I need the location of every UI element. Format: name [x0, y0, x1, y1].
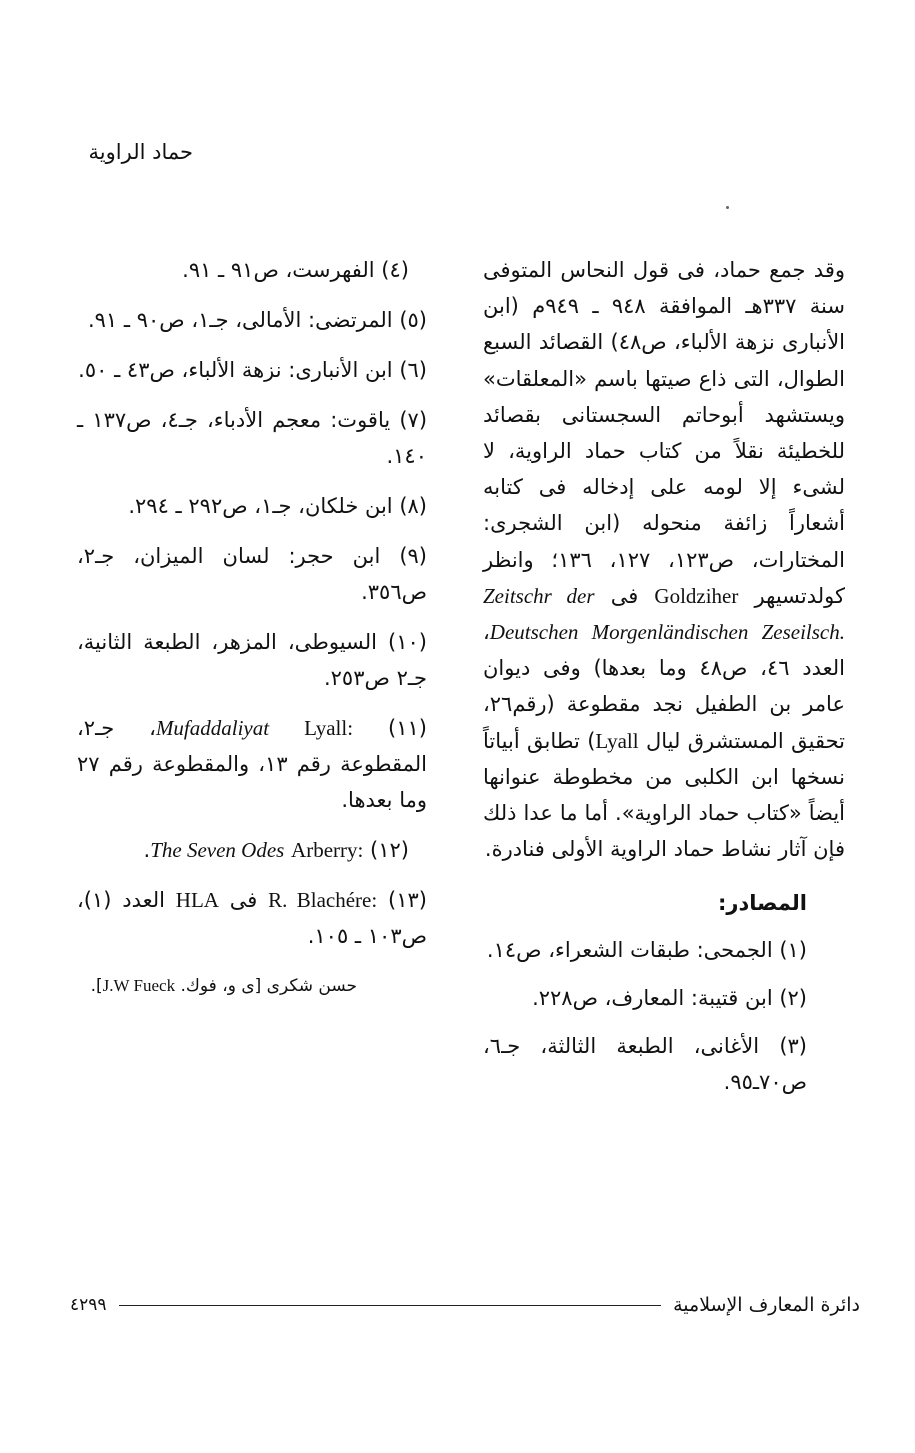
reference-13-prep: فى [229, 888, 258, 912]
source-item-2: (٢) ابن قتيبة: المعارف، ص٢٢٨. [532, 985, 807, 1010]
reference-13-author: R. Blachére: [268, 888, 378, 912]
reference-11-title [156, 716, 269, 740]
reference-11-title-text: Mufaddaliyat [155, 716, 270, 740]
reference-13-number: (١٣) [388, 888, 427, 912]
author-close: ]. [90, 976, 103, 996]
source-item-1: (١) الجمحى: طبقات الشعراء، ص١٤. [486, 937, 807, 962]
right-column [483, 252, 845, 1112]
running-head: حماد الراوية [88, 140, 193, 164]
reference-12-title-text: The Seven Odes [150, 838, 285, 862]
reference-11-author: Lyall: [304, 716, 354, 740]
footer-rule [119, 1305, 662, 1306]
left-column [77, 252, 427, 1004]
publication-title: دائرة المعارف الإسلامية [673, 1294, 860, 1316]
page-number: ٤٢٩٩ [70, 1295, 107, 1315]
reference-11 [77, 710, 427, 818]
page-footer [70, 1290, 860, 1320]
reference-4: (٤) الفهرست، ص٩١ ـ ٩١. [182, 258, 409, 282]
body-text-end: ) تطابق أبياتاً نسخها ابن الكلبى من مخطوطة عنوانها أيضاً «كتاب حماد الراوية». أما ما عدا ذلك فإن آثار نشاط حماد الراوية الأولى فنادرة. [483, 728, 845, 862]
reference-6: (٦) ابن الأنبارى: نزهة الألباء، ص٤٣ ـ ٥٠. [78, 358, 427, 382]
reference-12-number: (١٢) [370, 838, 409, 862]
author-latin: J.W Fueck [102, 976, 176, 995]
reference-10: (١٠) السيوطى، المزهر، الطبعة الثانية، جـ٢ ص٢٥٣. [77, 630, 427, 690]
goldziher-name: Goldziher [654, 583, 739, 608]
reference-13-rest: العدد (١)، ص١٠٣ ـ ١٠٥. [77, 888, 427, 948]
sources-heading: المصادر: [717, 891, 807, 916]
reference-7: (٧) ياقوت: معجم الأدباء، جـ٤، ص١٣٧ ـ ١٤٠. [77, 408, 428, 468]
reference-5: (٥) المرتضى: الأمالى، جـ١، ص٩٠ ـ ٩١. [87, 308, 427, 332]
body-text: وقد جمع حماد، فى قول النحاس المتوفى سنة ٣٣٧هـ الموافقة ٩٤٨ ـ ٩٤٩م (ابن الأنبارى نزهة الألباء، ص٤٨) القصائد السبع الطوال، التى ذاع صيتها باسم «المعلقات» ويستشهد أبوحاتم السجستانى بقصائد للخطيئة نقلاً من كتاب حماد الراوية، لا لشىء إلا لومه على إدخاله فى كتابه أشعاراً زائفة منحوله (ابن الشجرى: المختارات، ص١٢٣، ١٢٧، ١٣٦؛ وانظر كولدتسيهر [483, 258, 846, 608]
reference-12-author: Arberry: [291, 838, 364, 862]
scan-speck [726, 206, 729, 209]
reference-11-number: (١١) [388, 716, 427, 740]
article-author [77, 968, 427, 1004]
reference-11-rest: ، جـ٢، المقطوعة رقم ١٣، والمقطوعة رقم ٢٧ وما بعدها. [77, 716, 427, 812]
reference-8: (٨) ابن خلكان، جـ١، ص٢٩٢ ـ ٢٩٤. [128, 494, 427, 518]
reference-12: (١٢) Arberry: The Seven Odes. [143, 838, 409, 862]
journal-title-text: Zeitschr der Deutschen Morgenländischen Zeseilsch. [483, 583, 845, 645]
lyall-name: Lyall [595, 728, 639, 753]
source-item-3: (٣) الأغانى، الطبعة الثالثة، جـ٦، ص٧٠ـ٩٥. [483, 1034, 807, 1095]
reference-12-title [150, 838, 284, 862]
body-paragraph: وقد جمع حماد، فى قول النحاس المتوفى سنة ٣٣٧هـ الموافقة ٩٤٨ ـ ٩٤٩م (ابن الأنبارى نزهة الألباء، ص٤٨) القصائد السبع الطوال، التى ذاع صيتها باسم «المعلقات» ويستشهد أبوحاتم السجستانى بقصائد للخطيئة نقلاً من كتاب حماد الراوية، لا لشىء إلا لومه على إدخاله فى كتابه أشعاراً زائفة منحوله (ابن الشجرى: المختارات، ص١٢٣، ١٢٧، ١٣٦؛ وانظر كولدتسيهر Goldziher فى Zeitschr der Deutschen Morgenländischen Zeseilsch.، العدد ٤٦، ص٤٨ وما بعدها) وفى ديوان عامر بن الطفيل نجد مقطوعة (رقم٢٦، تحقيق المستشرق ليال Lyall) تطابق أبياتاً نسخها ابن الكلبى من مخطوطة عنوانها أيضاً «كتاب حماد الراوية». أما ما عدا ذلك فإن آثار نشاط حماد الراوية الأولى فنادرة. [483, 258, 846, 862]
reference-9: (٩) ابن حجر: لسان الميزان، جـ٢، ص٣٥٦. [77, 544, 427, 604]
reference-13-journal: HLA [175, 888, 219, 912]
body-text-continued: العدد ٤٦، ص٤٨ وما بعدها) وفى ديوان عامر بن الطفيل نجد مقطوعة (رقم٢٦، تحقيق المستشرق ليال [483, 656, 845, 753]
goldziher-prep: فى [610, 583, 639, 608]
reference-13 [77, 882, 427, 954]
author-arabic: حسن شكرى [ى و، فوك. [180, 976, 357, 996]
